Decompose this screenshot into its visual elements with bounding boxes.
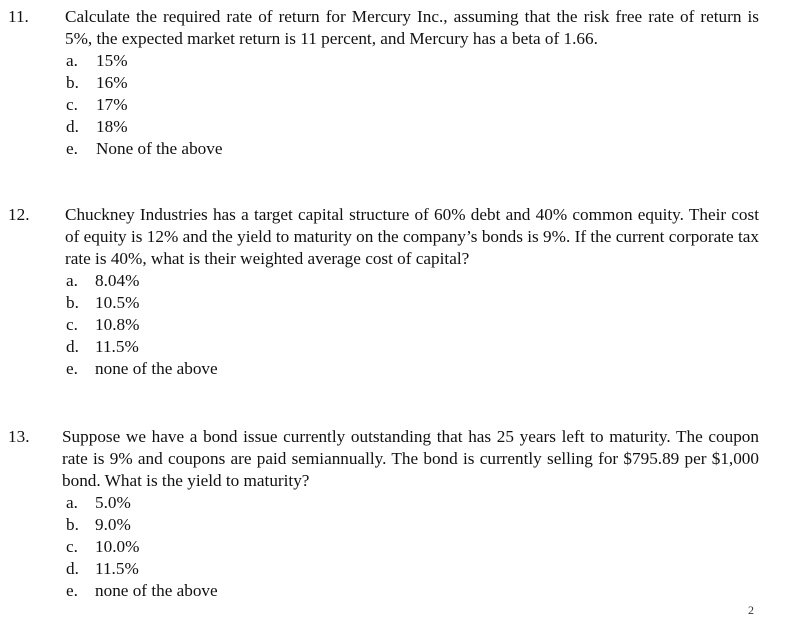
page-number: 2 bbox=[748, 603, 754, 617]
option-c bbox=[66, 314, 218, 336]
option-text: 10.5% bbox=[95, 293, 140, 312]
question-text: Suppose we have a bond issue currently outstanding that has 25 years left to maturity. The coupon rate is 9% and coupons are paid semiannually. The bond is currently selling for $795.89 per $1,000 bond. What is the yield to maturity? bbox=[62, 427, 759, 490]
option-letter: c. bbox=[66, 95, 78, 114]
option-b bbox=[66, 514, 218, 536]
option-text: 10.8% bbox=[95, 315, 140, 334]
answer-options bbox=[66, 492, 218, 602]
answer-options bbox=[66, 270, 218, 380]
option-letter: d. bbox=[66, 559, 79, 578]
option-text: none of the above bbox=[95, 359, 218, 378]
option-letter: c. bbox=[66, 315, 78, 334]
option-a bbox=[66, 270, 218, 292]
option-letter: d. bbox=[66, 117, 79, 136]
option-text: none of the above bbox=[95, 581, 218, 600]
option-text: 15% bbox=[96, 51, 128, 70]
option-letter: b. bbox=[66, 293, 79, 312]
option-text: 11.5% bbox=[95, 337, 139, 356]
option-letter: a. bbox=[66, 271, 78, 290]
option-text: 9.0% bbox=[95, 515, 131, 534]
question-text: Chuckney Industries has a target capital structure of 60% debt and 40% common equity. Their cost of equity is 12% and the yield to maturity on the company’s bonds is 9%. If the current corporate tax rate is 40%, what is their weighted average cost of capital? bbox=[65, 205, 759, 268]
answer-options bbox=[66, 50, 222, 160]
option-letter: a. bbox=[66, 493, 78, 512]
option-text: 5.0% bbox=[95, 493, 131, 512]
option-c bbox=[66, 94, 222, 116]
option-text: 11.5% bbox=[95, 559, 139, 578]
option-c bbox=[66, 536, 218, 558]
option-letter: b. bbox=[66, 515, 79, 534]
option-e bbox=[66, 358, 218, 380]
option-letter: d. bbox=[66, 337, 79, 356]
option-text: 10.0% bbox=[95, 537, 140, 556]
question-text: Calculate the required rate of return for Mercury Inc., assuming that the risk free rate of return is 5%, the expected market return is 11 percent, and Mercury has a beta of 1.66. bbox=[65, 7, 759, 48]
option-letter: e. bbox=[66, 359, 78, 378]
option-b bbox=[66, 72, 222, 94]
option-b bbox=[66, 292, 218, 314]
option-letter: e. bbox=[66, 581, 78, 600]
option-letter: a. bbox=[66, 51, 78, 70]
option-text: 18% bbox=[96, 117, 128, 136]
option-a bbox=[66, 492, 218, 514]
option-e bbox=[66, 138, 222, 160]
question-number: 11. bbox=[8, 7, 29, 26]
option-text: 8.04% bbox=[95, 271, 140, 290]
option-text: None of the above bbox=[96, 139, 223, 158]
option-d bbox=[66, 116, 222, 138]
question-number: 12. bbox=[8, 205, 30, 224]
option-d bbox=[66, 558, 218, 580]
option-text: 16% bbox=[96, 73, 128, 92]
option-d bbox=[66, 336, 218, 358]
option-letter: e. bbox=[66, 139, 78, 158]
option-a bbox=[66, 50, 222, 72]
option-letter: c. bbox=[66, 537, 78, 556]
option-text: 17% bbox=[96, 95, 128, 114]
question-number: 13. bbox=[8, 427, 30, 446]
option-letter: b. bbox=[66, 73, 79, 92]
option-e bbox=[66, 580, 218, 602]
